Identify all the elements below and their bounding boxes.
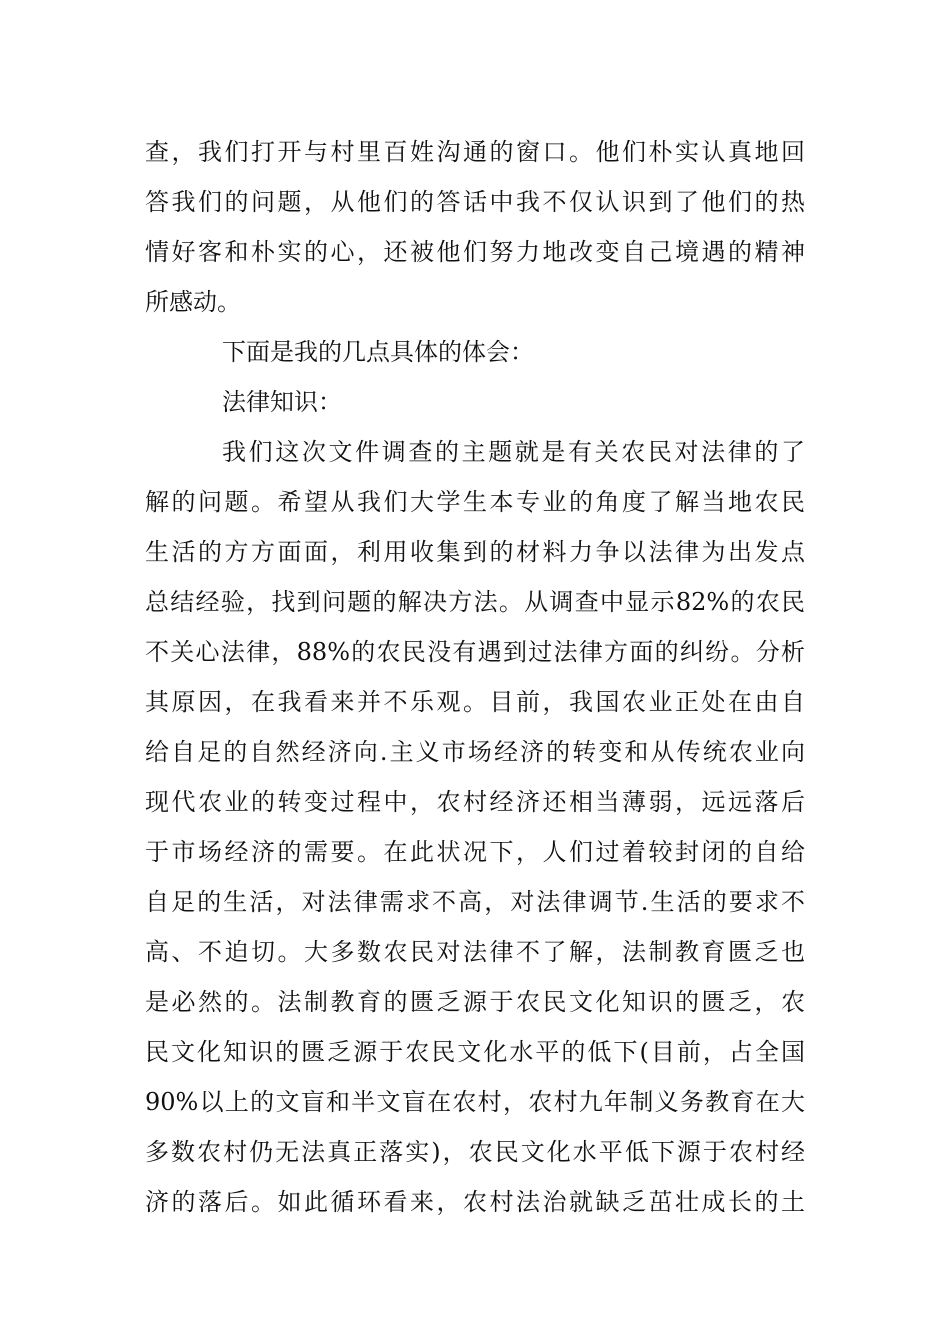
paragraph-line: 多数农村仍无法真正落实)，农民文化水平低下源于农村经 bbox=[145, 1138, 805, 1166]
paragraph-line: 济的落后。如此循环看来，农村法治就缺乏茁壮成长的土 bbox=[145, 1188, 805, 1216]
paragraph-line: 于市场经济的需要。在此状况下，人们过着较封闭的自给 bbox=[145, 838, 805, 866]
paragraph-line: 生活的方方面面，利用收集到的材料力争以法律为出发点 bbox=[145, 538, 805, 566]
paragraph-line: 不关心法律，88%的农民没有遇到过法律方面的纠纷。分析 bbox=[145, 638, 805, 666]
paragraph-line: 情好客和朴实的心，还被他们努力地改变自己境遇的精神 bbox=[145, 238, 805, 266]
paragraph-line: 自足的生活，对法律需求不高，对法律调节.生活的要求不 bbox=[145, 888, 805, 916]
paragraph-line: 答我们的问题，从他们的答话中我不仅认识到了他们的热 bbox=[145, 188, 805, 216]
paragraph-line: 解的问题。希望从我们大学生本专业的角度了解当地农民 bbox=[145, 488, 805, 516]
paragraph-line: 总结经验，找到问题的解决方法。从调查中显示82%的农民 bbox=[145, 588, 805, 616]
paragraph-line: 90%以上的文盲和半文盲在农村，农村九年制义务教育在大 bbox=[145, 1088, 805, 1116]
paragraph-line: 高、不迫切。大多数农民对法律不了解，法制教育匮乏也 bbox=[145, 938, 805, 966]
paragraph-line: 给自足的自然经济向.主义市场经济的转变和从传统农业向 bbox=[145, 738, 805, 766]
paragraph-line: 所感动。 bbox=[145, 288, 241, 316]
paragraph-line: 我们这次文件调查的主题就是有关农民对法律的了 bbox=[222, 438, 805, 466]
paragraph-line: 民文化知识的匮乏源于农民文化水平的低下(目前，占全国 bbox=[145, 1038, 805, 1066]
paragraph-line: 查，我们打开与村里百姓沟通的窗口。他们朴实认真地回 bbox=[145, 138, 805, 166]
intro-line: 下面是我的几点具体的体会： bbox=[222, 338, 534, 366]
paragraph-line: 是必然的。法制教育的匮乏源于农民文化知识的匮乏，农 bbox=[145, 988, 805, 1016]
paragraph-line: 其原因，在我看来并不乐观。目前，我国农业正处在由自 bbox=[145, 688, 805, 716]
paragraph-line: 现代农业的转变过程中，农村经济还相当薄弱，远远落后 bbox=[145, 788, 805, 816]
section-heading: 法律知识： bbox=[222, 388, 342, 416]
